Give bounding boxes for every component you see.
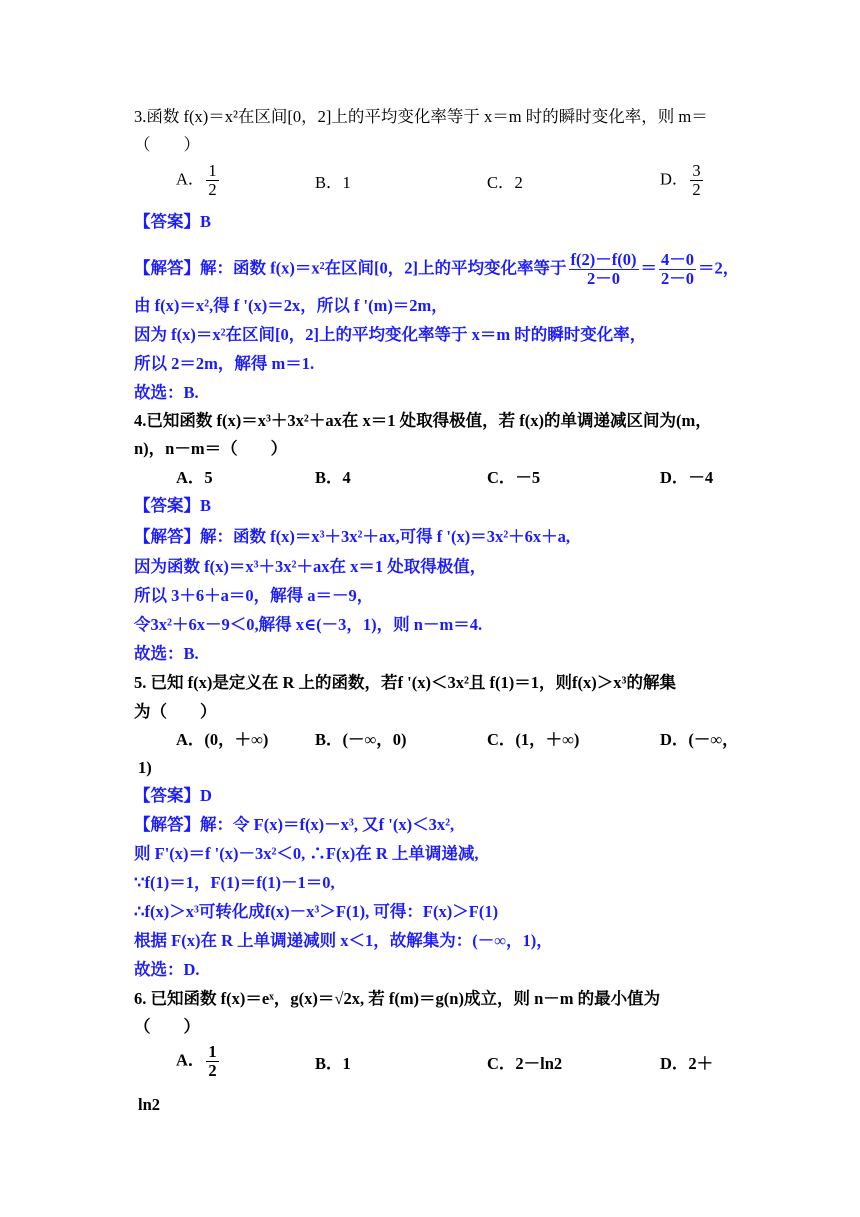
fraction-denominator: 2 (692, 180, 701, 199)
q4-option-c: C．－5 (487, 468, 541, 487)
option-fraction (206, 1043, 218, 1080)
q4-solution-line4: 令3x²＋6x－9＜0,解得 x∈(－3，1)，则 n－m＝4. (134, 615, 483, 634)
fraction-numerator: f(2)－f(0) (570, 250, 637, 269)
q5-option-b: B．(－∞，0) (315, 730, 407, 749)
q3-answer: 【答案】B (134, 212, 212, 231)
q4-solution-line2: 因为函数 f(x)＝x³＋3x²＋ax在 x＝1 处取得极值， (134, 557, 487, 576)
fraction-denominator: 2－0 (661, 269, 695, 288)
q4-answer: 【答案】B (134, 496, 212, 515)
q3-solution-line3: 因为 f(x)＝x²在区间[0，2]上的平均变化率等于 x＝m 时的瞬时变化率， (134, 325, 647, 344)
q6-option-c (487, 1053, 562, 1075)
solution-text: 函数 f(x)＝x³＋3x²＋ax,可得 f '(x)＝3x²＋6x＋a, (233, 527, 571, 546)
option-letter: C． (487, 1054, 516, 1073)
equals-sign: ＝ (640, 258, 658, 278)
q3-option-b (315, 172, 351, 194)
option-text: 1 (342, 173, 351, 192)
fraction-numerator: 3 (692, 161, 701, 180)
solution-prefix: 【解答】解： (134, 815, 233, 834)
fraction-numerator: 4－0 (661, 250, 695, 269)
q3-stem-line2: （ ） (134, 135, 200, 154)
q6-option-a (176, 1043, 221, 1080)
fraction (659, 251, 696, 288)
q4-solution-line1 (134, 526, 570, 548)
q4-stem-line2: n)，n－m＝（ ） (134, 439, 288, 458)
q3-solution-line4: 所以 2＝2m，解得 m＝1. (134, 354, 315, 373)
q6-option-b (315, 1053, 351, 1075)
option-letter: D． (660, 169, 689, 189)
q6-option-d (660, 1053, 713, 1075)
q6-stem-line2: （ ） (134, 1017, 200, 1036)
fraction-denominator: 2 (208, 180, 217, 199)
option-letter: B． (315, 1054, 343, 1073)
option-text: 2－ln2 (515, 1054, 563, 1073)
q5-option-c: C．(1，＋∞) (487, 730, 580, 749)
q3-option-c (487, 172, 523, 194)
solution-text: 函数 f(x)＝x²在区间[0，2]上的平均变化率等于 (233, 258, 567, 278)
q6-stem-line1: 6. 已知函数 f(x)＝eˣ，g(x)＝√2x, 若 f(m)＝g(n)成立，则 n－m 的最小值为 (134, 989, 661, 1008)
option-text: 2＋ (688, 1054, 714, 1073)
q3-stem-line1: 3.函数 f(x)＝x²在区间[0，2]上的平均变化率等于 x＝m 时的瞬时变化率，则 m＝ (134, 107, 708, 126)
solution-prefix: 【解答】解： (134, 258, 233, 278)
q4-option-b: B．4 (315, 468, 351, 487)
q4-option-d: D．－4 (660, 468, 714, 487)
fraction-numerator: 1 (208, 161, 217, 180)
fraction-denominator: 2 (208, 1061, 217, 1080)
q4-solution-line3: 所以 3＋6＋a＝0，解得 a＝－9， (134, 586, 374, 605)
option-letter: A． (176, 1050, 205, 1070)
q5-stem-line1: 5. 已知 f(x)是定义在 R 上的函数，若f '(x)＜3x²且 f(1)＝1，则f(x)＞x³的解集 (134, 673, 676, 692)
q5-solution-line4: ∴f(x)＞x³可转化成f(x)－x³＞F(1), 可得：F(x)＞F(1) (134, 902, 499, 921)
solution-text: ＝2， (698, 258, 740, 278)
q3-option-a (176, 162, 221, 199)
q5-solution-line5: 根据 F(x)在 R 上单调递减则 x＜1，故解集为：(－∞，1)， (134, 931, 553, 950)
option-letter: C． (487, 173, 515, 192)
fraction (569, 251, 639, 288)
q4-stem-line1: 4.已知函数 f(x)＝x³＋3x²＋ax在 x＝1 处取得极值，若 f(x)的单调递减区间为(m， (134, 411, 712, 430)
q5-stem-line2: 为（ ） (134, 702, 217, 721)
q5-option-a: A．(0，＋∞) (176, 730, 269, 749)
q5-option-d: D．(－∞， (660, 730, 739, 749)
q5-answer: 【答案】D (134, 786, 212, 805)
q4-option-a: A．5 (176, 468, 213, 487)
fraction-denominator: 2－0 (587, 269, 621, 288)
q3-solution-line1 (134, 251, 739, 288)
option-text: 2 (514, 173, 523, 192)
q3-option-d (660, 162, 705, 199)
option-letter: B． (315, 173, 343, 192)
option-fraction (206, 162, 218, 199)
option-fraction (690, 162, 702, 199)
q4-solution-line5: 故选：B. (134, 644, 199, 663)
fraction-numerator: 1 (208, 1042, 217, 1061)
q5-solution-line2: 则 F'(x)＝f '(x)－3x²＜0, ∴F(x)在 R 上单调递减, (134, 844, 479, 863)
option-letter: A． (176, 169, 205, 189)
option-text: 1 (342, 1054, 351, 1073)
q5-option-d-continued: 1) (138, 758, 152, 777)
q5-solution-line6: 故选：D. (134, 960, 200, 979)
solution-text: 令 F(x)＝f(x)－x³, 又f '(x)＜3x², (233, 815, 455, 834)
q6-option-d-continued: ln2 (138, 1095, 161, 1114)
solution-prefix: 【解答】解： (134, 527, 233, 546)
option-letter: D． (660, 1054, 689, 1073)
q3-solution-line5: 故选：B. (134, 383, 199, 402)
q3-solution-line2: 由 f(x)＝x²,得 f '(x)＝2x，所以 f '(m)＝2m， (134, 296, 448, 315)
q5-solution-line1 (134, 814, 454, 836)
q5-solution-line3: ∵f(1)＝1，F(1)＝f(1)－1＝0, (134, 873, 335, 892)
